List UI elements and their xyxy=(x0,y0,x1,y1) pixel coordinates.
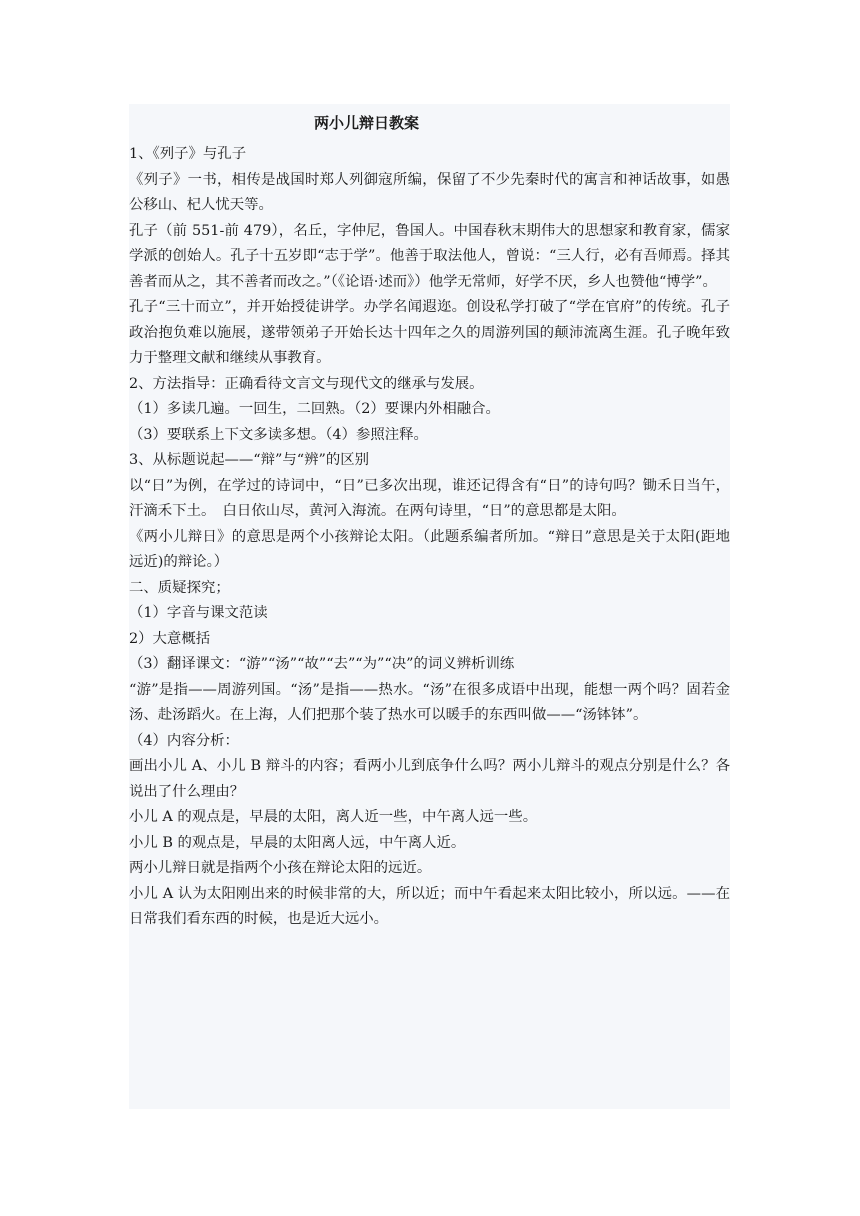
paragraph-14: （3）翻译课文：“游”“汤”“故”“去”“为”“决”的词义辨析训练 xyxy=(129,656,515,672)
paragraph-9: 以“日”为例，在学过的诗词中，“日”已多次出现，谁还记得含有“日”的诗句吗？锄禾日当午，汗滴禾下土。 白日依山尽，黄河入海流。在两句诗里，“日”的意思都是太阳。 xyxy=(129,477,730,519)
paragraph-13: 2）大意概括 xyxy=(129,630,211,647)
paragraph-16: （4）内容分析： xyxy=(129,732,239,749)
paragraph-5: 2、方法指导：正确看待文言文与现代文的继承与发展。 xyxy=(129,375,484,392)
paragraph-8: 3、从标题说起——“辩”与“辨”的区别 xyxy=(129,452,370,468)
paragraph-19: 小儿 B 的观点是，早晨的太阳离人远，中午离人近。 xyxy=(129,834,466,851)
paragraph-2: 《列子》一书，相传是战国时郑人列御寇所编，保留了不少先秦时代的寓言和神话故事，如愚公移山、杞人忧天等。 xyxy=(129,171,730,213)
paragraph-15: “游”是指——周游列国。“汤”是指——热水。“汤”在很多成语中出现，能想一两个吗？固若金汤、赴汤蹈火。在上海，人们把那个装了热水可以暖手的东西叫做——“汤钵钵”。 xyxy=(129,681,730,723)
paragraph-11: 二、质疑探究； xyxy=(129,579,230,596)
paragraph-21: 小儿 A 认为太阳刚出来的时候非常的大，所以近；而中午看起来太阳比较小，所以远。——在日常我们看东西的时候，也是近大远小。 xyxy=(129,885,730,927)
paragraph-20: 两小儿辩日就是指两个小孩在辩论太阳的远近。 xyxy=(129,860,432,876)
paragraph-18: 小儿 A 的观点是，早晨的太阳，离人近一些，中午离人远一些。 xyxy=(129,809,538,825)
document-title: 两小儿辩日教案 xyxy=(314,114,420,132)
text-block xyxy=(129,104,730,1109)
paragraph-3: 孔子（前 551-前 479），名丘，字仲尼，鲁国人。中国春秋末期伟大的思想家和教育家，儒家学派的创始人。孔子十五岁即“志于学”。他善于取法他人，曾说：“三人行，必有吾师焉。择其善者而从之，其不善者而改之。”（《论语·述而》）他学无常师，好学不厌，乡人也赞他“博学”。 xyxy=(129,222,730,290)
paragraph-7: （3）要联系上下文多读多想。（4）参照注释。 xyxy=(129,426,428,443)
paragraph-4: 孔子“三十而立”，并开始授徒讲学。办学名闻遐迩。创设私学打破了“学在官府”的传统。孔子政治抱负难以施展，遂带领弟子开始长达十四年之久的周游列国的颠沛流离生涯。孔子晚年致力于整理文献和继续从事教育。 xyxy=(129,299,730,366)
paragraph-17: 画出小儿 A、小儿 B 辩斗的内容；看两小儿到底争什么吗？两小儿辩斗的观点分别是什么？各说出了什么理由？ xyxy=(129,758,730,800)
paragraph-1: 1、《列子》与孔子 xyxy=(129,146,247,162)
paragraph-10: 《两小儿辩日》的意思是两个小孩辩论太阳。（此题系编者所加。“辩日”意思是关于太阳(距地远近)的辩论。） xyxy=(129,528,730,570)
paragraph-12: （1）字音与课文范读 xyxy=(129,605,268,621)
paragraph-6: （1）多读几遍。一回生，二回熟。（2）要课内外相融合。 xyxy=(129,401,500,417)
